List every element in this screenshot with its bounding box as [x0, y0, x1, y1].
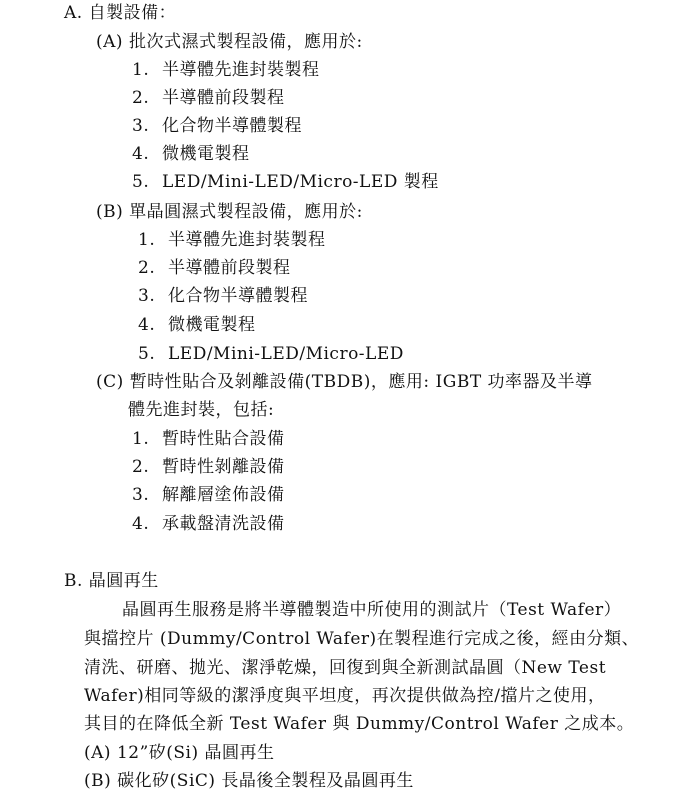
sub-a-label: (A) 批次式濕式製程設備，應用於:: [96, 32, 363, 52]
sub-b-item-4: [138, 314, 256, 336]
sub-a-item-4: [132, 143, 250, 165]
sub-c-item-2: [132, 456, 285, 478]
paragraph-line-1: 晶圓再生服務是將半導體製造中所使用的測試片（Test Wafer）: [122, 600, 622, 620]
item-number: 2.: [138, 258, 156, 278]
paragraph-line-4: Wafer)相同等級的潔淨度與平坦度，再次提供做為控/擋片之使用，: [84, 686, 606, 706]
sub-a-item-2: [132, 87, 285, 109]
item-text: 半導體先進封裝製程: [162, 60, 320, 80]
item-text: LED/Mini-LED/Micro-LED 製程: [162, 172, 439, 192]
sub-b-item-1: [138, 229, 326, 251]
item-text: LED/Mini-LED/Micro-LED: [168, 344, 404, 364]
item-text: 微機電製程: [168, 315, 256, 335]
item-number: 3.: [132, 485, 150, 505]
item-text: 解離層塗佈設備: [162, 485, 285, 505]
section-b-item-1: (A) 12”矽(Si) 晶圓再生: [84, 743, 275, 763]
item-number: 3.: [138, 286, 156, 306]
item-number: 5.: [132, 172, 150, 192]
item-number: 3.: [132, 116, 150, 136]
sub-b-item-5: [138, 343, 404, 365]
sub-b-item-3: [138, 285, 308, 307]
item-number: 1.: [132, 429, 150, 449]
item-text: 半導體前段製程: [168, 258, 291, 278]
item-number: 4.: [138, 315, 156, 335]
item-number: 4.: [132, 514, 150, 534]
item-text: 化合物半導體製程: [168, 286, 308, 306]
item-text: 半導體前段製程: [162, 88, 285, 108]
item-text: 承載盤清洗設備: [162, 514, 285, 534]
item-text: 化合物半導體製程: [162, 116, 302, 136]
item-number: 2.: [132, 457, 150, 477]
sub-a-item-3: [132, 115, 302, 137]
item-number: 1.: [132, 60, 150, 80]
item-text: 半導體先進封裝製程: [168, 230, 326, 250]
sub-c-item-3: [132, 484, 285, 506]
sub-b-item-2: [138, 257, 291, 279]
section-b-heading: B. 晶圓再生: [64, 571, 159, 591]
item-text: 暫時性剝離設備: [162, 457, 285, 477]
item-text: 微機電製程: [162, 144, 250, 164]
sub-b-label: (B) 單晶圓濕式製程設備，應用於:: [96, 202, 363, 222]
sub-a-item-1: [132, 59, 320, 81]
paragraph-line-3: 清洗、研磨、拋光、潔淨乾燥，回復到與全新測試晶圓（New Test: [84, 658, 607, 678]
sub-c-item-4: [132, 513, 285, 535]
section-b-item-2: (B) 碳化矽(SiC) 長晶後全製程及晶圓再生: [84, 771, 414, 791]
item-number: 5.: [138, 344, 156, 364]
item-text: 暫時性貼合設備: [162, 429, 285, 449]
item-number: 4.: [132, 144, 150, 164]
sub-a-item-5: [132, 171, 439, 193]
paragraph-line-2: 與擋控片 (Dummy/Control Wafer)在製程進行完成之後，經由分類、: [84, 629, 640, 649]
sub-c-item-1: [132, 428, 285, 450]
item-number: 2.: [132, 88, 150, 108]
item-number: 1.: [138, 230, 156, 250]
sub-c-label-line2: 體先進封裝，包括:: [128, 400, 275, 420]
paragraph-line-5: 其目的在降低全新 Test Wafer 與 Dummy/Control Wafer 之成本。: [84, 714, 635, 734]
section-a-heading: A. 自製設備：: [64, 3, 177, 23]
sub-c-label-line1: (C) 暫時性貼合及剝離設備(TBDB)，應用: IGBT 功率器及半導: [96, 372, 593, 392]
